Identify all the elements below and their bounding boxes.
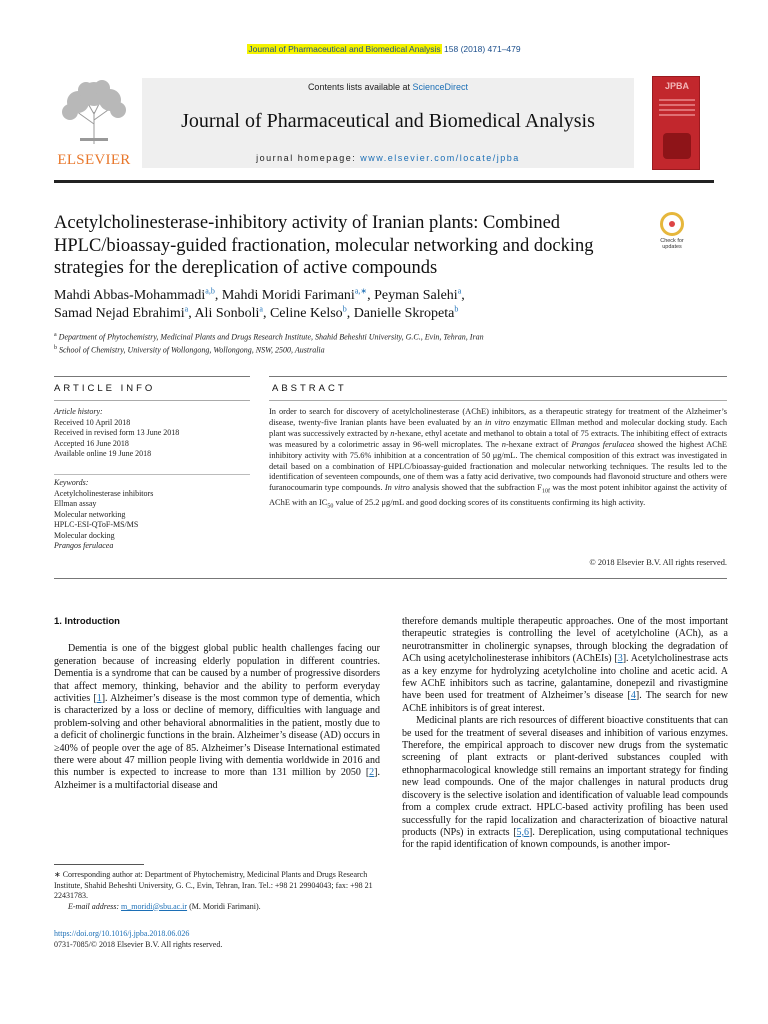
- keyword-item: Prangos ferulacea: [54, 541, 114, 550]
- intro-paragraph: Medicinal plants are rich resources of different bioactive constituents that can be used for the treatment of several diseases and inhibition of various enzymes. Therefore, the empirical approach to discover new drugs from the systematic screening of plant extracts or plant-derived substances coupled with ethnopharmacological knowledge still remains an important strategy for finding new lead compounds. One of the major challenges in natural products drug discovery is the selective isolation and identification of valuable lead compounds from a complex crude extract. HPLC-based activity profiling has been used successfully for the rapid localization and characterization of bioactive natural products (NPs) in extracts [5,6]. Dereplication, using computational techniques for the rapid identification of known compounds, is another impor-: [402, 715, 728, 851]
- journal-title: Journal of Pharmaceutical and Biomedical Analysis: [181, 110, 595, 132]
- info-head-rule: [54, 400, 250, 401]
- article-info-heading: ARTICLE INFO: [54, 383, 156, 394]
- journal-masthead: [54, 76, 714, 172]
- article-history: [54, 407, 250, 460]
- author-name[interactable]: Peyman Salehi: [374, 288, 458, 303]
- author-affil-sup[interactable]: b: [342, 304, 347, 314]
- body-column-left: [54, 616, 380, 792]
- history-item: Received in revised form 13 June 2018: [54, 428, 180, 437]
- elsevier-logo: [54, 78, 134, 168]
- history-item: Available online 19 June 2018: [54, 449, 152, 458]
- journal-homepage-line: [142, 153, 634, 163]
- author-name[interactable]: Celine Kelso: [269, 306, 343, 321]
- citation-journal-link[interactable]: Journal of Pharmaceutical and Biomedical Analysis: [248, 44, 441, 54]
- cover-abbrev: JPBA: [664, 81, 689, 91]
- email-owner: (M. Moridi Farimani).: [189, 901, 261, 911]
- crossmark-icon: [660, 212, 684, 236]
- author-list: Mahdi Abbas-Mohammadi$^{a,b}$, Mahdi Moridi Farimani$^{a,∗}$, Peyman Salehi$^a$, Samad Nejad Ebrahimi$^a$, Ali Sonboli$^a$, Celine Kelso$^b$, Danielle Skropeta$^b$: [54, 286, 465, 321]
- footnote-text: ∗ Corresponding author at: Department of Phytochemistry, Medicinal Plants and Drugs Research Institute, Shahid Beheshti University, G. C., Evin, Tehran, Iran. Tel.: +98 21 29904043; fax: +98 21 22431783.: [54, 870, 373, 900]
- abstract-head-rule: [269, 400, 727, 401]
- journal-cover-thumbnail[interactable]: [652, 76, 700, 170]
- author-name[interactable]: Danielle Skropeta: [353, 306, 455, 321]
- check-for-updates-badge[interactable]: [654, 212, 690, 256]
- email-label: E-mail address:: [68, 901, 120, 911]
- keyword-item: HPLC-ESI-QToF-MS/MS: [54, 520, 139, 529]
- history-item: Received 10 April 2018: [54, 417, 131, 427]
- elsevier-wordmark: ELSEVIER: [57, 152, 131, 168]
- abstract-bottom-rule: [54, 578, 727, 579]
- affiliations: [54, 330, 674, 356]
- affiliation-item: $^b$ School of Chemistry, University of Wollongong, Wollongong, NSW, 2500, Australia: [54, 345, 325, 355]
- doi-link[interactable]: https://doi.org/10.1016/j.jpba.2018.06.026: [54, 929, 190, 938]
- sciencedirect-link[interactable]: ScienceDirect: [412, 82, 469, 92]
- journal-citation: [0, 44, 768, 54]
- history-item: Accepted 16 June 2018: [54, 438, 129, 448]
- keywords-rule: [54, 474, 250, 475]
- citation-ref[interactable]: 2: [369, 767, 375, 779]
- email-link[interactable]: m_moridi@sbu.ac.ir: [121, 901, 188, 911]
- body-column-right: [402, 616, 728, 852]
- author-affil-sup[interactable]: a,∗: [354, 286, 368, 296]
- keyword-item: Acetylcholinesterase inhibitors: [54, 488, 154, 498]
- section-heading-introduction: 1. Introduction: [54, 616, 120, 627]
- author-name[interactable]: Samad Nejad Ebrahimi: [54, 306, 185, 321]
- author-name[interactable]: Ali Sonboli: [194, 306, 260, 321]
- keywords-label: Keywords:: [54, 478, 89, 487]
- cover-lines: [659, 99, 695, 119]
- cover-graphic: [663, 133, 691, 159]
- citation-ref[interactable]: 1: [96, 693, 102, 705]
- keyword-item: Molecular docking: [54, 530, 115, 540]
- issn-copyright: 0731-7085/© 2018 Elsevier B.V. All rights reserved.: [54, 940, 223, 949]
- masthead-divider: [54, 180, 714, 183]
- citation-ref[interactable]: 5,6: [516, 826, 530, 838]
- citation-details: 158 (2018) 471–479: [444, 44, 521, 54]
- contents-prefix: Contents lists available at: [307, 82, 410, 92]
- keyword-item: Ellman assay: [54, 499, 97, 508]
- footnote-rule: [54, 864, 144, 865]
- intro-paragraph: Dementia is one of the biggest global public health challenges facing our generation because of increasing elderly population in different countries. Dementia is a syndrome that can be caused by a number of progressive disorders that affect memory, thinking, behavior and the ability to perform everyday activities [1]. Alzheimer’s disease is the most common type of dementia, which is characterized by a loss or decline of memory, difficulties with language and problem-solving and other behavioral abnormalities in the patient, mostly due to a deficit of cholinergic functions in the brain. Alzheimer’s disease (AD) occurs in ≥40% of people over the age of 85. Alzheimer’s Disease International estimated there were about 47 million people living with dementia worldwide in 2016 and this number is expected to increase to more than 131 million by 2050 [2]. Alzheimer is a multifactorial disease and: [54, 643, 380, 791]
- history-label: Article history:: [54, 407, 103, 416]
- citation-ref[interactable]: 3: [617, 653, 623, 665]
- author-name[interactable]: Mahdi Abbas-Mohammadi: [54, 288, 206, 303]
- elsevier-tree-icon: [60, 78, 128, 146]
- author-affil-sup[interactable]: b: [454, 304, 459, 314]
- abstract-heading: ABSTRACT: [272, 383, 347, 394]
- keywords-block: [54, 478, 250, 552]
- author-affil-sup[interactable]: a: [457, 286, 462, 296]
- info-top-rule: [54, 376, 250, 377]
- crossmark-label: Check for updates: [660, 238, 684, 250]
- keyword-item: Molecular networking: [54, 509, 126, 519]
- journal-banner: [142, 78, 634, 168]
- author-name[interactable]: Mahdi Moridi Farimani: [221, 288, 355, 303]
- corresponding-author-footnote: [54, 870, 384, 912]
- author-affil-sup[interactable]: a: [184, 304, 189, 314]
- intro-paragraph: therefore demands multiple therapeutic approaches. One of the most important therapeutic strategies is controlling the level of acetylcholine (ACh), as a neurotransmitter in cholinergic synapses, through blocking the degradation of ACh using acetylcholinesterase inhibitors (AChEIs) [3]. Acetylcholinestrase acts as a key enzyme for hydrolyzing acetylcholine into choline and acetic acid. A few AChE inhibitors such as tacrine, galantamine, donepezil and rivastigmine have been used for treatment of Alzheimer’s disease [4]. The search for new AChE inhibitors is of great interest.: [402, 616, 728, 714]
- homepage-prefix: journal homepage:: [256, 153, 357, 163]
- doi-block: [54, 928, 384, 950]
- abstract-body: In order to search for discovery of acetylcholinesterase (AChE) inhibitors, as a therapeutic strategy for treatment of the Alzheimer’s disease, twenty-five Iranian plants have been evaluated by an in vitro enzymatic Ellman method and molecular docking study. Each plant was successively extracted by n-hexane, ethyl acetate and methanol to obtain a total of 75 extracts. The inhibiting effect of extracts was measured by a colorimetric assay in 96-well microplates. The n-hexane extract of Prangos ferulacea showed the highest AChE inhibitory activity with 75.6% inhibition at a concentration of 50 μg/mL. The chemical composition of this extract was investigated in detail based on a combination of HPLC/bioassay-guided fractionation and molecular networking techniques. The results led to the identification of seventeen compounds, one of them was a fatty acid derivative, two compounds had flavonoid structure and others were furanocoumarin type compounds. In vitro analysis showed that the subfraction $F_{10f}$ was the most potent inhibitor against the activity of AChE with an $IC_{50}$ value of 25.2 μg/mL and good docking scores of its constituents confirming its high activity.: [269, 407, 728, 510]
- author-affil-sup[interactable]: a: [259, 304, 263, 314]
- abstract-top-rule: [269, 376, 727, 377]
- abstract-copyright: © 2018 Elsevier B.V. All rights reserved.: [589, 558, 727, 567]
- homepage-link[interactable]: www.elsevier.com/locate/jpba: [360, 153, 520, 163]
- footnote-email-line: [54, 902, 384, 913]
- article-title: Acetylcholinesterase-inhibitory activity of Iranian plants: Combined HPLC/bioassay-guided fractionation, molecular networking and docking strategies for the dereplication of active compounds: [54, 213, 594, 278]
- author-affil-sup[interactable]: a,b: [205, 286, 215, 296]
- affiliation-item: $^a$ Department of Phytochemistry, Medicinal Plants and Drugs Research Institute, Shahid Beheshti University, G.C., Evin, Tehran, Iran: [54, 332, 484, 342]
- contents-line: [142, 82, 634, 92]
- citation-ref[interactable]: 4: [630, 690, 636, 702]
